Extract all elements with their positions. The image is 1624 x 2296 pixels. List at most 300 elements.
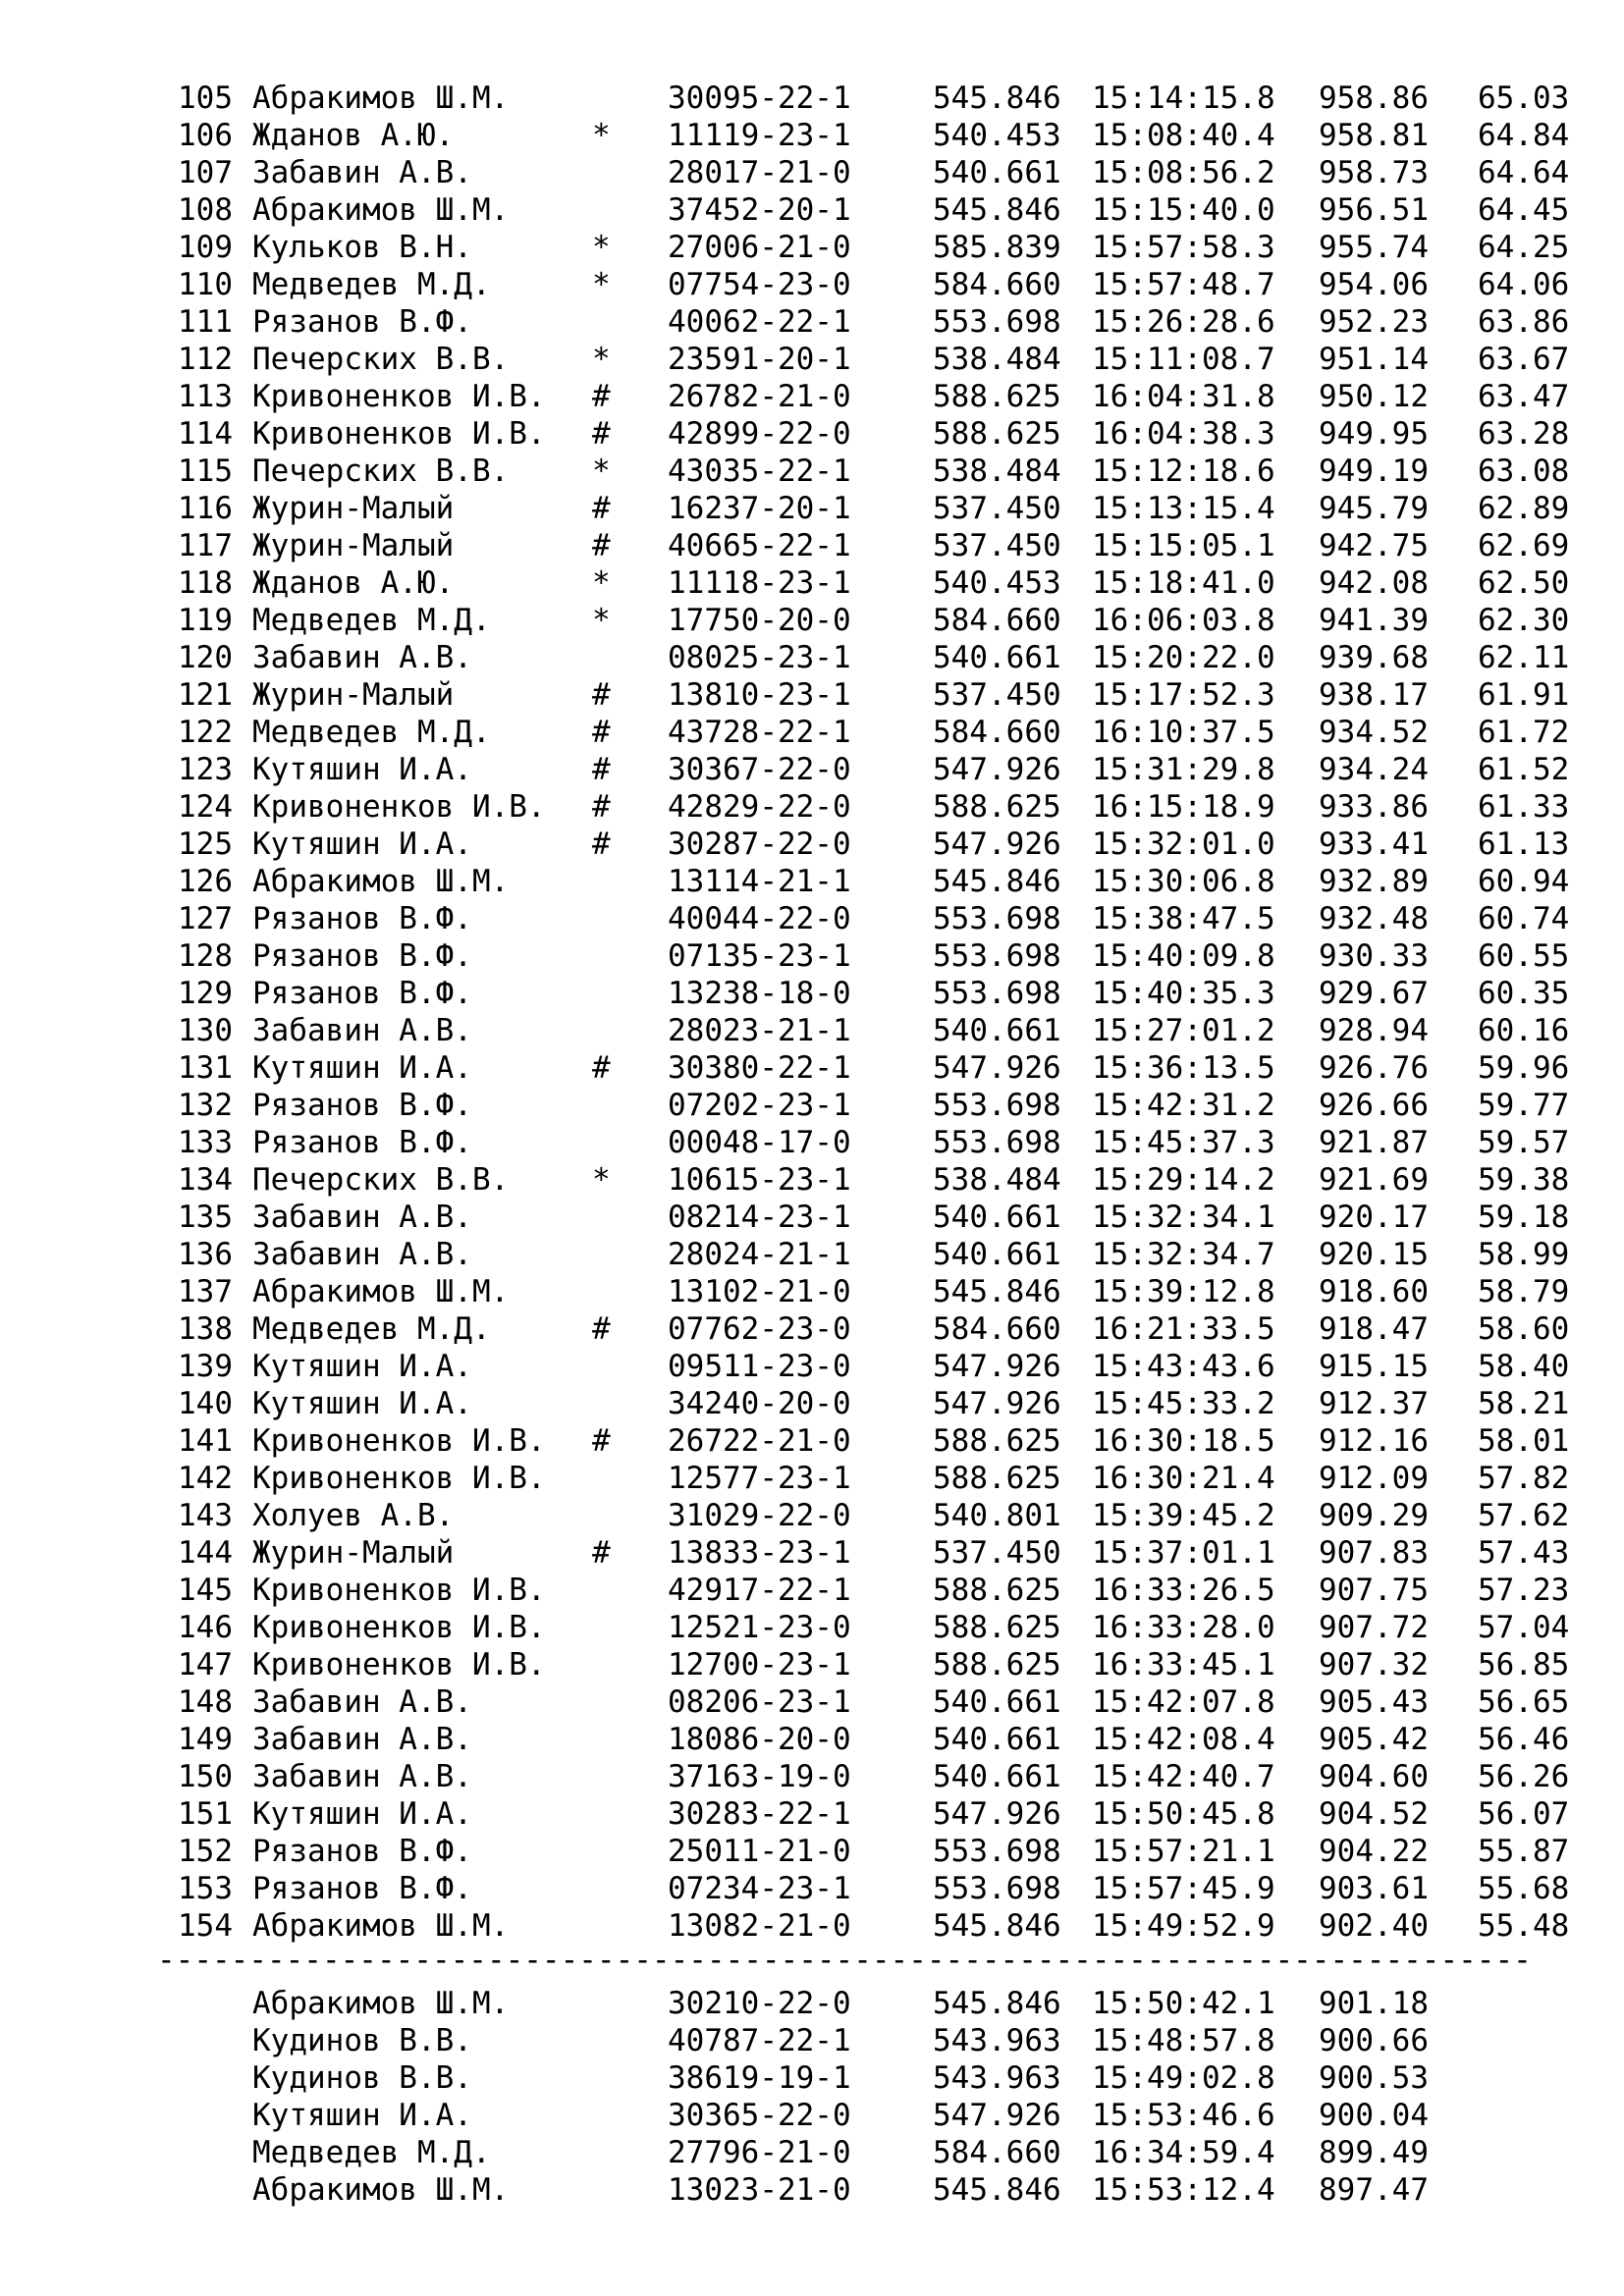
distance-km: 543.963 — [933, 2023, 1061, 2058]
place-cell: 152 — [178, 1834, 233, 1869]
place-cell: 149 — [178, 1722, 233, 1757]
ring-number: 12700-23-1 — [668, 1647, 851, 1682]
arrival-time: 16:30:21.4 — [1092, 1461, 1275, 1496]
distance-km: 540.801 — [933, 1498, 1061, 1533]
ring-number: 34240-20-0 — [668, 1386, 851, 1421]
points-value: 64.06 — [1478, 267, 1570, 302]
marker-symbol: * — [592, 603, 611, 638]
distance-km: 537.450 — [933, 491, 1061, 526]
arrival-time: 15:57:48.7 — [1092, 267, 1275, 302]
place-cell: 136 — [178, 1237, 233, 1272]
speed-value: 949.19 — [1319, 454, 1429, 489]
distance-km: 540.661 — [933, 1237, 1061, 1272]
ring-number: 27796-21-0 — [668, 2135, 851, 2170]
arrival-time: 15:12:18.6 — [1092, 454, 1275, 489]
arrival-time: 15:08:56.2 — [1092, 155, 1275, 190]
arrival-time: 15:42:40.7 — [1092, 1759, 1275, 1794]
ring-number: 43035-22-1 — [668, 454, 851, 489]
ring-number: 28017-21-0 — [668, 155, 851, 190]
place-cell: 154 — [178, 1908, 233, 1944]
fancier-name: Забавин А.В. — [252, 1200, 472, 1235]
arrival-time: 16:30:18.5 — [1092, 1423, 1275, 1459]
points-value: 56.26 — [1478, 1759, 1570, 1794]
fancier-name: Печерских В.В. — [252, 454, 510, 489]
place-cell: 114 — [178, 416, 233, 452]
fancier-name: Печерских В.В. — [252, 1162, 510, 1198]
distance-km: 540.661 — [933, 1684, 1061, 1720]
marker-symbol: * — [592, 1162, 611, 1198]
fancier-name: Кривоненков И.В. — [252, 1610, 546, 1645]
ring-number: 00048-17-0 — [668, 1125, 851, 1160]
speed-value: 900.66 — [1319, 2023, 1429, 2058]
place-cell: 130 — [178, 1013, 233, 1048]
fancier-name: Забавин А.В. — [252, 1759, 472, 1794]
place-cell: 109 — [178, 230, 233, 265]
speed-value: 907.75 — [1319, 1573, 1429, 1608]
ring-number: 28023-21-1 — [668, 1013, 851, 1048]
distance-km: 538.484 — [933, 454, 1061, 489]
distance-km: 547.926 — [933, 1050, 1061, 1086]
arrival-time: 15:50:42.1 — [1092, 1986, 1275, 2021]
distance-km: 584.660 — [933, 1311, 1061, 1347]
ring-number: 42899-22-0 — [668, 416, 851, 452]
place-cell: 147 — [178, 1647, 233, 1682]
points-value: 57.43 — [1478, 1535, 1570, 1571]
place-cell: 112 — [178, 342, 233, 377]
arrival-time: 15:40:35.3 — [1092, 976, 1275, 1011]
speed-value: 900.04 — [1319, 2098, 1429, 2133]
fancier-name: Забавин А.В. — [252, 1684, 472, 1720]
ring-number: 13082-21-0 — [668, 1908, 851, 1944]
fancier-name: Забавин А.В. — [252, 1237, 472, 1272]
arrival-time: 15:42:08.4 — [1092, 1722, 1275, 1757]
speed-value: 901.18 — [1319, 1986, 1429, 2021]
speed-value: 907.83 — [1319, 1535, 1429, 1571]
speed-value: 912.37 — [1319, 1386, 1429, 1421]
place-cell: 126 — [178, 864, 233, 899]
arrival-time: 15:39:45.2 — [1092, 1498, 1275, 1533]
ring-number: 30380-22-1 — [668, 1050, 851, 1086]
arrival-time: 15:15:05.1 — [1092, 528, 1275, 563]
arrival-time: 15:26:28.6 — [1092, 304, 1275, 340]
distance-km: 540.453 — [933, 118, 1061, 153]
fancier-name: Абракимов Ш.М. — [252, 1986, 510, 2021]
speed-value: 900.53 — [1319, 2060, 1429, 2096]
distance-km: 584.660 — [933, 603, 1061, 638]
speed-value: 899.49 — [1319, 2135, 1429, 2170]
place-cell: 127 — [178, 901, 233, 936]
arrival-time: 16:15:18.9 — [1092, 789, 1275, 825]
ring-number: 31029-22-0 — [668, 1498, 851, 1533]
distance-km: 547.926 — [933, 827, 1061, 862]
distance-km: 553.698 — [933, 1088, 1061, 1123]
points-value: 59.18 — [1478, 1200, 1570, 1235]
fancier-name: Жданов А.Ю. — [252, 118, 455, 153]
ring-number: 07762-23-0 — [668, 1311, 851, 1347]
arrival-time: 15:53:46.6 — [1092, 2098, 1275, 2133]
arrival-time: 15:11:08.7 — [1092, 342, 1275, 377]
arrival-time: 15:50:45.8 — [1092, 1796, 1275, 1832]
marker-symbol: * — [592, 267, 611, 302]
ring-number: 30210-22-0 — [668, 1986, 851, 2021]
marker-symbol: # — [592, 491, 611, 526]
points-value: 60.55 — [1478, 938, 1570, 974]
ring-number: 07754-23-0 — [668, 267, 851, 302]
points-value: 61.91 — [1478, 677, 1570, 713]
fancier-name: Журин-Малый — [252, 1535, 455, 1571]
fancier-name: Забавин А.В. — [252, 1722, 472, 1757]
marker-symbol: # — [592, 752, 611, 787]
fancier-name: Забавин А.В. — [252, 640, 472, 675]
arrival-time: 15:32:34.1 — [1092, 1200, 1275, 1235]
arrival-time: 16:33:28.0 — [1092, 1610, 1275, 1645]
fancier-name: Кудинов В.В. — [252, 2023, 472, 2058]
marker-symbol: # — [592, 827, 611, 862]
distance-km: 537.450 — [933, 528, 1061, 563]
speed-value: 928.94 — [1319, 1013, 1429, 1048]
arrival-time: 15:38:47.5 — [1092, 901, 1275, 936]
place-cell: 137 — [178, 1274, 233, 1309]
fancier-name: Абракимов Ш.М. — [252, 192, 510, 228]
distance-km: 540.661 — [933, 1759, 1061, 1794]
points-value: 57.82 — [1478, 1461, 1570, 1496]
points-value: 60.35 — [1478, 976, 1570, 1011]
speed-value: 939.68 — [1319, 640, 1429, 675]
place-cell: 143 — [178, 1498, 233, 1533]
arrival-time: 16:34:59.4 — [1092, 2135, 1275, 2170]
ring-number: 40044-22-0 — [668, 901, 851, 936]
ring-number: 30365-22-0 — [668, 2098, 851, 2133]
place-cell: 123 — [178, 752, 233, 787]
distance-km: 584.660 — [933, 715, 1061, 750]
fancier-name: Абракимов Ш.М. — [252, 1274, 510, 1309]
fancier-name: Кривоненков И.В. — [252, 1573, 546, 1608]
points-value: 64.25 — [1478, 230, 1570, 265]
points-value: 56.65 — [1478, 1684, 1570, 1720]
fancier-name: Кутяшин И.А. — [252, 1349, 472, 1384]
place-cell: 105 — [178, 80, 233, 116]
fancier-name: Абракимов Ш.М. — [252, 1908, 510, 1944]
distance-km: 540.453 — [933, 565, 1061, 601]
arrival-time: 15:49:02.8 — [1092, 2060, 1275, 2096]
arrival-time: 15:49:52.9 — [1092, 1908, 1275, 1944]
arrival-time: 15:32:34.7 — [1092, 1237, 1275, 1272]
place-cell: 110 — [178, 267, 233, 302]
speed-value: 912.09 — [1319, 1461, 1429, 1496]
fancier-name: Медведев М.Д. — [252, 603, 491, 638]
fancier-name: Медведев М.Д. — [252, 1311, 491, 1347]
fancier-name: Кутяшин И.А. — [252, 2098, 472, 2133]
speed-value: 956.51 — [1319, 192, 1429, 228]
speed-value: 930.33 — [1319, 938, 1429, 974]
ring-number: 13023-21-0 — [668, 2172, 851, 2208]
distance-km: 538.484 — [933, 342, 1061, 377]
speed-value: 958.81 — [1319, 118, 1429, 153]
speed-value: 926.66 — [1319, 1088, 1429, 1123]
ring-number: 40665-22-1 — [668, 528, 851, 563]
place-cell: 107 — [178, 155, 233, 190]
arrival-time: 16:21:33.5 — [1092, 1311, 1275, 1347]
fancier-name: Забавин А.В. — [252, 155, 472, 190]
arrival-time: 15:14:15.8 — [1092, 80, 1275, 116]
fancier-name: Забавин А.В. — [252, 1013, 472, 1048]
distance-km: 588.625 — [933, 1647, 1061, 1682]
speed-value: 907.72 — [1319, 1610, 1429, 1645]
ring-number: 09511-23-0 — [668, 1349, 851, 1384]
arrival-time: 15:57:58.3 — [1092, 230, 1275, 265]
fancier-name: Кривоненков И.В. — [252, 1461, 546, 1496]
distance-km: 545.846 — [933, 1986, 1061, 2021]
distance-km: 588.625 — [933, 379, 1061, 414]
arrival-time: 15:29:14.2 — [1092, 1162, 1275, 1198]
place-cell: 118 — [178, 565, 233, 601]
section-divider: --------------------------------------------------------------------------- — [157, 1943, 1532, 1978]
distance-km: 545.846 — [933, 1908, 1061, 1944]
speed-value: 918.47 — [1319, 1311, 1429, 1347]
place-cell: 145 — [178, 1573, 233, 1608]
arrival-time: 15:36:13.5 — [1092, 1050, 1275, 1086]
distance-km: 540.661 — [933, 155, 1061, 190]
fancier-name: Кривоненков И.В. — [252, 416, 546, 452]
distance-km: 588.625 — [933, 789, 1061, 825]
distance-km: 545.846 — [933, 1274, 1061, 1309]
speed-value: 952.23 — [1319, 304, 1429, 340]
distance-km: 553.698 — [933, 938, 1061, 974]
ring-number: 26722-21-0 — [668, 1423, 851, 1459]
distance-km: 540.661 — [933, 640, 1061, 675]
place-cell: 138 — [178, 1311, 233, 1347]
fancier-name: Холуев А.В. — [252, 1498, 455, 1533]
speed-value: 934.24 — [1319, 752, 1429, 787]
marker-symbol: * — [592, 342, 611, 377]
place-cell: 120 — [178, 640, 233, 675]
fancier-name: Кутяшин И.А. — [252, 1796, 472, 1832]
points-value: 60.94 — [1478, 864, 1570, 899]
points-value: 60.74 — [1478, 901, 1570, 936]
ring-number: 08206-23-1 — [668, 1684, 851, 1720]
speed-value: 904.22 — [1319, 1834, 1429, 1869]
speed-value: 905.42 — [1319, 1722, 1429, 1757]
ring-number: 13833-23-1 — [668, 1535, 851, 1571]
points-value: 56.07 — [1478, 1796, 1570, 1832]
place-cell: 132 — [178, 1088, 233, 1123]
place-cell: 116 — [178, 491, 233, 526]
speed-value: 918.60 — [1319, 1274, 1429, 1309]
speed-value: 921.87 — [1319, 1125, 1429, 1160]
points-value: 58.99 — [1478, 1237, 1570, 1272]
marker-symbol: * — [592, 565, 611, 601]
speed-value: 942.75 — [1319, 528, 1429, 563]
marker-symbol: # — [592, 1535, 611, 1571]
place-cell: 133 — [178, 1125, 233, 1160]
points-value: 55.68 — [1478, 1871, 1570, 1906]
speed-value: 904.52 — [1319, 1796, 1429, 1832]
speed-value: 932.48 — [1319, 901, 1429, 936]
points-value: 59.57 — [1478, 1125, 1570, 1160]
fancier-name: Журин-Малый — [252, 677, 455, 713]
place-cell: 141 — [178, 1423, 233, 1459]
speed-value: 909.29 — [1319, 1498, 1429, 1533]
distance-km: 588.625 — [933, 1461, 1061, 1496]
distance-km: 540.661 — [933, 1013, 1061, 1048]
speed-value: 951.14 — [1319, 342, 1429, 377]
speed-value: 934.52 — [1319, 715, 1429, 750]
place-cell: 115 — [178, 454, 233, 489]
arrival-time: 15:27:01.2 — [1092, 1013, 1275, 1048]
fancier-name: Рязанов В.Ф. — [252, 1871, 472, 1906]
place-cell: 131 — [178, 1050, 233, 1086]
distance-km: 588.625 — [933, 416, 1061, 452]
distance-km: 547.926 — [933, 1349, 1061, 1384]
arrival-time: 15:15:40.0 — [1092, 192, 1275, 228]
points-value: 55.48 — [1478, 1908, 1570, 1944]
arrival-time: 15:32:01.0 — [1092, 827, 1275, 862]
arrival-time: 15:42:31.2 — [1092, 1088, 1275, 1123]
distance-km: 553.698 — [933, 304, 1061, 340]
marker-symbol: # — [592, 715, 611, 750]
distance-km: 547.926 — [933, 1386, 1061, 1421]
arrival-time: 15:08:40.4 — [1092, 118, 1275, 153]
place-cell: 125 — [178, 827, 233, 862]
ring-number: 40062-22-1 — [668, 304, 851, 340]
place-cell: 148 — [178, 1684, 233, 1720]
ring-number: 26782-21-0 — [668, 379, 851, 414]
speed-value: 921.69 — [1319, 1162, 1429, 1198]
distance-km: 545.846 — [933, 2172, 1061, 2208]
arrival-time: 16:10:37.5 — [1092, 715, 1275, 750]
fancier-name: Абракимов Ш.М. — [252, 2172, 510, 2208]
fancier-name: Рязанов В.Ф. — [252, 1088, 472, 1123]
speed-value: 926.76 — [1319, 1050, 1429, 1086]
fancier-name: Журин-Малый — [252, 491, 455, 526]
arrival-time: 15:17:52.3 — [1092, 677, 1275, 713]
distance-km: 537.450 — [933, 677, 1061, 713]
fancier-name: Рязанов В.Ф. — [252, 976, 472, 1011]
speed-value: 933.41 — [1319, 827, 1429, 862]
ring-number: 43728-22-1 — [668, 715, 851, 750]
arrival-time: 15:20:22.0 — [1092, 640, 1275, 675]
distance-km: 588.625 — [933, 1610, 1061, 1645]
marker-symbol: * — [592, 454, 611, 489]
arrival-time: 15:45:33.2 — [1092, 1386, 1275, 1421]
place-cell: 111 — [178, 304, 233, 340]
fancier-name: Журин-Малый — [252, 528, 455, 563]
fancier-name: Кутяшин И.А. — [252, 1050, 472, 1086]
fancier-name: Кривоненков И.В. — [252, 789, 546, 825]
points-value: 63.86 — [1478, 304, 1570, 340]
speed-value: 958.73 — [1319, 155, 1429, 190]
arrival-time: 15:53:12.4 — [1092, 2172, 1275, 2208]
fancier-name: Абракимов Ш.М. — [252, 864, 510, 899]
distance-km: 553.698 — [933, 1871, 1061, 1906]
fancier-name: Рязанов В.Ф. — [252, 901, 472, 936]
place-cell: 146 — [178, 1610, 233, 1645]
ring-number: 40787-22-1 — [668, 2023, 851, 2058]
ring-number: 30287-22-0 — [668, 827, 851, 862]
distance-km: 547.926 — [933, 2098, 1061, 2133]
ring-number: 16237-20-1 — [668, 491, 851, 526]
points-value: 58.79 — [1478, 1274, 1570, 1309]
marker-symbol: # — [592, 1311, 611, 1347]
distance-km: 537.450 — [933, 1535, 1061, 1571]
arrival-time: 15:57:21.1 — [1092, 1834, 1275, 1869]
distance-km: 553.698 — [933, 1125, 1061, 1160]
ring-number: 38619-19-1 — [668, 2060, 851, 2096]
ring-number: 11118-23-1 — [668, 565, 851, 601]
points-value: 56.85 — [1478, 1647, 1570, 1682]
ring-number: 07234-23-1 — [668, 1871, 851, 1906]
marker-symbol: * — [592, 230, 611, 265]
speed-value: 904.60 — [1319, 1759, 1429, 1794]
points-value: 57.23 — [1478, 1573, 1570, 1608]
ring-number: 07202-23-1 — [668, 1088, 851, 1123]
arrival-time: 16:33:45.1 — [1092, 1647, 1275, 1682]
points-value: 58.60 — [1478, 1311, 1570, 1347]
place-cell: 150 — [178, 1759, 233, 1794]
points-value: 64.45 — [1478, 192, 1570, 228]
distance-km: 545.846 — [933, 192, 1061, 228]
place-cell: 124 — [178, 789, 233, 825]
points-value: 65.03 — [1478, 80, 1570, 116]
speed-value: 938.17 — [1319, 677, 1429, 713]
ring-number: 10615-23-1 — [668, 1162, 851, 1198]
ring-number: 08214-23-1 — [668, 1200, 851, 1235]
arrival-time: 16:04:31.8 — [1092, 379, 1275, 414]
points-value: 62.89 — [1478, 491, 1570, 526]
distance-km: 547.926 — [933, 1796, 1061, 1832]
ring-number: 18086-20-0 — [668, 1722, 851, 1757]
fancier-name: Кривоненков И.В. — [252, 1423, 546, 1459]
points-value: 57.62 — [1478, 1498, 1570, 1533]
distance-km: 585.839 — [933, 230, 1061, 265]
ring-number: 17750-20-0 — [668, 603, 851, 638]
fancier-name: Кутяшин И.А. — [252, 827, 472, 862]
ring-number: 30283-22-1 — [668, 1796, 851, 1832]
points-value: 59.38 — [1478, 1162, 1570, 1198]
speed-value: 933.86 — [1319, 789, 1429, 825]
place-cell: 117 — [178, 528, 233, 563]
speed-value: 912.16 — [1319, 1423, 1429, 1459]
fancier-name: Рязанов В.Ф. — [252, 1125, 472, 1160]
place-cell: 128 — [178, 938, 233, 974]
marker-symbol: # — [592, 528, 611, 563]
marker-symbol: # — [592, 416, 611, 452]
place-cell: 135 — [178, 1200, 233, 1235]
ring-number: 07135-23-1 — [668, 938, 851, 974]
ring-number: 12521-23-0 — [668, 1610, 851, 1645]
place-cell: 142 — [178, 1461, 233, 1496]
points-value: 63.28 — [1478, 416, 1570, 452]
distance-km: 545.846 — [933, 864, 1061, 899]
points-value: 62.30 — [1478, 603, 1570, 638]
distance-km: 547.926 — [933, 752, 1061, 787]
distance-km: 553.698 — [933, 901, 1061, 936]
place-cell: 119 — [178, 603, 233, 638]
speed-value: 920.17 — [1319, 1200, 1429, 1235]
ring-number: 25011-21-0 — [668, 1834, 851, 1869]
points-value: 64.84 — [1478, 118, 1570, 153]
distance-km: 553.698 — [933, 976, 1061, 1011]
fancier-name: Рязанов В.Ф. — [252, 938, 472, 974]
ring-number: 42829-22-0 — [668, 789, 851, 825]
arrival-time: 15:43:43.6 — [1092, 1349, 1275, 1384]
speed-value: 954.06 — [1319, 267, 1429, 302]
points-value: 57.04 — [1478, 1610, 1570, 1645]
marker-symbol: # — [592, 379, 611, 414]
fancier-name: Медведев М.Д. — [252, 2135, 491, 2170]
fancier-name: Рязанов В.Ф. — [252, 1834, 472, 1869]
ring-number: 08025-23-1 — [668, 640, 851, 675]
